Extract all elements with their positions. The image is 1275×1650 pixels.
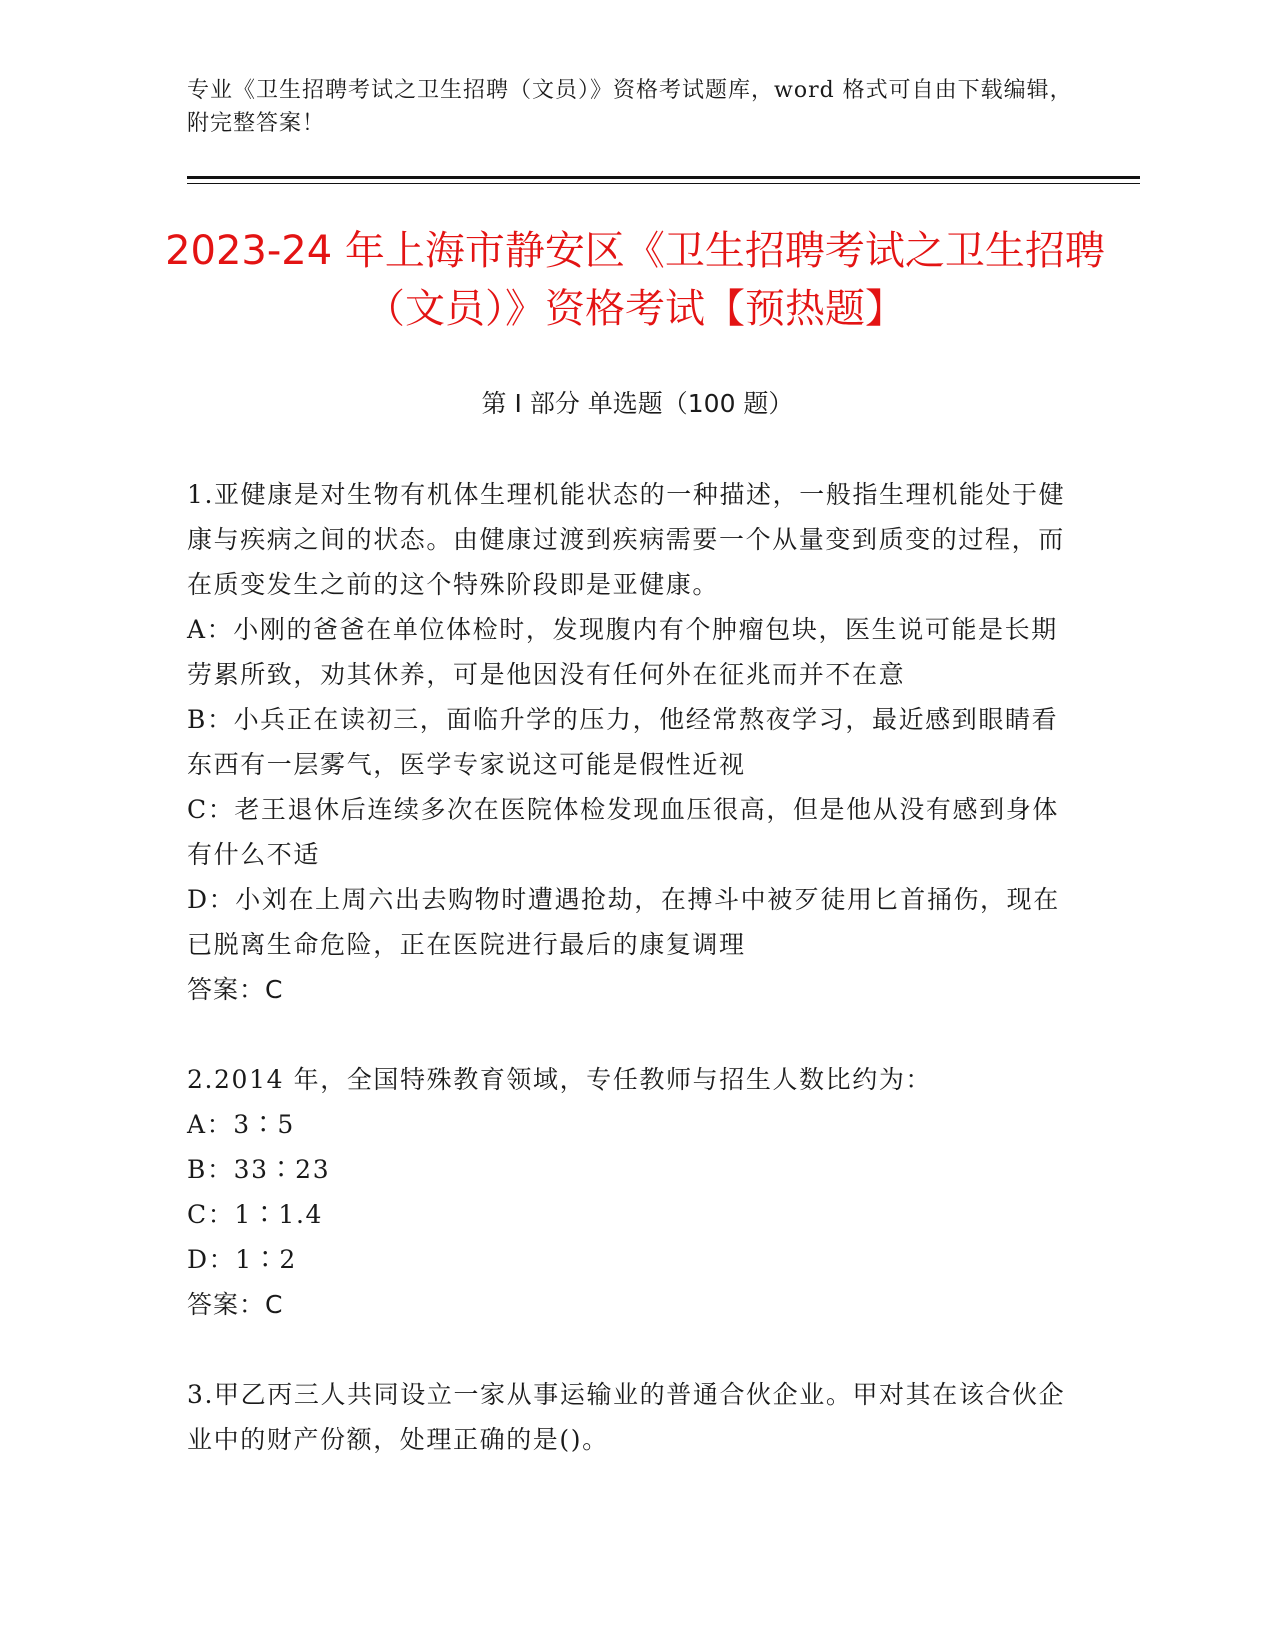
option-d: D：1∶2 — [187, 1245, 297, 1274]
header-rule-thin — [187, 183, 1140, 184]
option-b: B：33∶23 — [187, 1155, 331, 1184]
option-a: A：小刚的爸爸在单位体检时，发现腹内有个肿瘤包块，医生说可能是长期劳累所致，劝其休养，可是他因没有任何外在征兆而并不在意 — [187, 615, 1058, 689]
header-note: 专业《卫生招聘考试之卫生招聘（文员）》资格考试题库，word 格式可自由下载编辑，附完整答案！ — [187, 78, 1073, 136]
header-rule-thick — [187, 176, 1140, 179]
question-stem: 3.甲乙丙三人共同设立一家从事运输业的普通合伙企业。甲对其在该合伙企业中的财产份额，处理正确的是()。 — [187, 1380, 1066, 1454]
question-stem: 1.亚健康是对生物有机体生理机能状态的一种描述，一般指生理机能处于健康与疾病之间的状态。由健康过渡到疾病需要一个从量变到质变的过程，而在质变发生之前的这个特殊阶段即是亚健康。 — [187, 480, 1066, 599]
question-list — [187, 472, 1067, 1507]
question-3 — [187, 1372, 1067, 1462]
option-b: B：小兵正在读初三，面临升学的压力，他经常熬夜学习，最近感到眼睛看东西有一层雾气，医学专家说这可能是假性近视 — [187, 705, 1059, 779]
answer-label: 答案：C — [187, 975, 284, 1004]
option-a: A：3∶5 — [187, 1110, 295, 1139]
question-1 — [187, 472, 1067, 1012]
question-stem: 2.2014 年，全国特殊教育领域，专任教师与招生人数比约为： — [187, 1065, 933, 1094]
option-c: C：老王退休后连续多次在医院体检发现血压很高，但是他从没有感到身体有什么不适 — [187, 795, 1059, 869]
option-d: D：小刘在上周六出去购物时遭遇抢劫，在搏斗中被歹徒用匕首捅伤，现在已脱离生命危险，正在医院进行最后的康复调理 — [187, 885, 1060, 959]
answer-label: 答案：C — [187, 1290, 284, 1319]
document-title: 2023-24 年上海市静安区《卫生招聘考试之卫生招聘（文员）》资格考试【预热题】 — [165, 228, 1105, 332]
question-2 — [187, 1057, 1067, 1327]
option-c: C：1∶1.4 — [187, 1200, 323, 1229]
section-heading: 第 I 部分 单选题（100 题） — [481, 389, 794, 418]
